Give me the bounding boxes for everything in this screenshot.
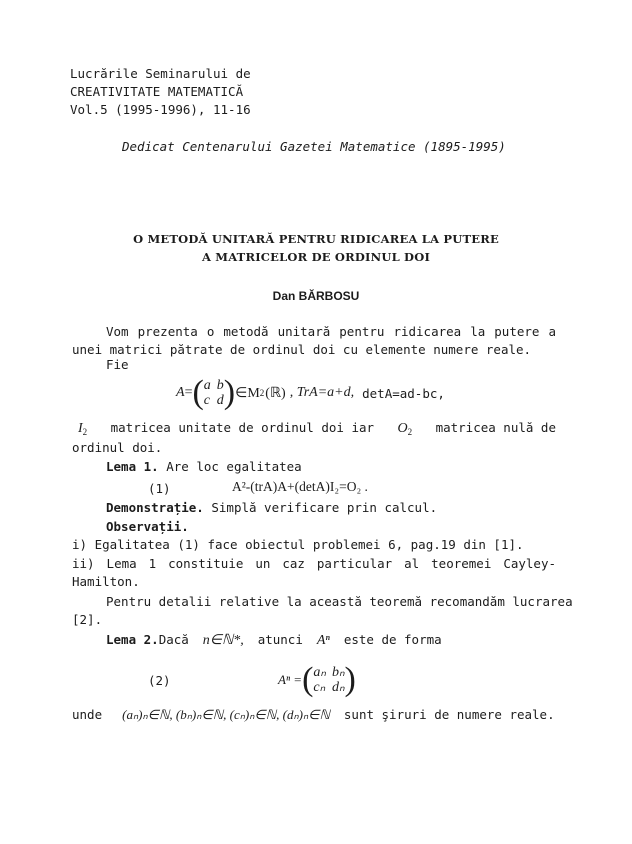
right-paren: ) xyxy=(223,374,236,411)
eq2-lhs: Aⁿ = xyxy=(278,672,303,687)
matrix-cell: c xyxy=(203,393,211,408)
paragraph-intro-line1: Vom prezenta o metodă unitară pentru ridicarea la putere a xyxy=(106,324,556,339)
zero-symbol: O xyxy=(397,421,408,436)
lema2 xyxy=(106,632,442,649)
observations-label: Observații. xyxy=(106,519,189,534)
right-paren: ) xyxy=(344,661,356,698)
fie-label: Fie xyxy=(106,357,129,372)
equation-2 xyxy=(278,662,356,698)
lema1-text: Are loc egalitatea xyxy=(158,459,302,474)
matrix-cell: a xyxy=(203,378,211,393)
left-paren: ( xyxy=(192,374,204,411)
paper-title-line1: O METODĂ UNITARĂ PENTRU RIDICAREA LA PUTERE xyxy=(133,232,499,246)
observation-i: i) Egalitatea (1) face obiectul problemei 6, pag.19 din [1]. xyxy=(72,537,524,552)
observation-ii-line2: Hamilton. xyxy=(72,574,140,589)
identity-symbol: I xyxy=(78,421,83,436)
eq1-number: (1) xyxy=(148,481,171,496)
matrix-cell: d xyxy=(216,393,224,408)
demo-label: Demonstrație. xyxy=(106,500,204,515)
zero-sub: 2 xyxy=(407,427,413,437)
lema2-n: n∈ℕ*, xyxy=(202,633,244,648)
identity-text: matricea unitate de ordinul doi iar xyxy=(110,420,375,435)
journal-volume: Vol.5 (1995-1996), 11-16 xyxy=(70,102,251,117)
matrix-cell: bₙ xyxy=(331,665,345,680)
author: Dan BĂRBOSU xyxy=(272,289,360,303)
lema2-text-c: este de forma xyxy=(343,632,442,647)
left-paren: ( xyxy=(302,661,314,698)
detail-line1: Pentru detalii relative la această teoremă recomandăm lucrarea xyxy=(106,594,573,609)
det-def: detA=ad-bc, xyxy=(362,385,445,401)
sequences-math: (aₙ)ₙ∈ℕ, (bₙ)ₙ∈ℕ, (cₙ)ₙ∈ℕ, (dₙ)ₙ∈ℕ xyxy=(122,707,330,722)
membership: ∈M xyxy=(235,385,260,401)
journal-subtitle: CREATIVITATE MATEMATICĂ xyxy=(70,84,244,99)
dedication: Dedicat Centenarului Gazetei Matematice (1895-1995) xyxy=(122,139,506,154)
trace-def: , TrA=a+d, xyxy=(289,385,355,400)
lema2-text-a: Dacă xyxy=(158,632,189,647)
real-set: (ℝ) xyxy=(265,385,286,401)
sequences-text: sunt şiruri de numere reale. xyxy=(343,707,555,722)
observation-ii-line1: ii) Lema 1 constituie un caz particular al teoremei Cayley- xyxy=(72,556,556,571)
demo-text: Simplă verificare prin calcul. xyxy=(203,500,438,515)
eq-lhs: A xyxy=(176,385,185,400)
unde-label: unde xyxy=(72,707,103,722)
ordin-line: ordinul doi. xyxy=(72,440,163,455)
matrix-an xyxy=(302,661,356,698)
lema1-label: Lema 1. xyxy=(106,459,159,474)
matrix-cell: aₙ xyxy=(313,665,326,680)
matrix-cell: dₙ xyxy=(331,680,345,695)
membership-sub: 2 xyxy=(259,388,265,398)
lema1 xyxy=(106,459,302,474)
matrix-cell: cₙ xyxy=(313,680,326,695)
lema2-An: Aⁿ xyxy=(316,633,330,648)
identity-sub: 2 xyxy=(82,427,88,437)
lema2-label: Lema 2. xyxy=(106,632,159,647)
eq1-formula: A²-(trA)A+(detA)I₂=O₂ . xyxy=(232,479,368,494)
matrix-cell: b xyxy=(216,378,224,393)
paragraph-intro-line2: unei matrici pătrate de ordinul doi cu elemente numere reale. xyxy=(72,342,532,357)
journal-name: Lucrările Seminarului de xyxy=(70,66,251,81)
paper-title-line2: A MATRICELOR DE ORDINUL DOI xyxy=(201,250,431,264)
eq-equals: = xyxy=(184,385,193,400)
detail-line2: [2]. xyxy=(72,612,103,627)
demonstration xyxy=(106,500,437,515)
identity-zero-line xyxy=(78,420,556,437)
zero-text: matricea nulă de xyxy=(435,420,556,435)
matrix-a xyxy=(192,374,236,411)
eq2-number: (2) xyxy=(148,673,171,688)
lema2-text-b: atunci xyxy=(257,632,303,647)
equation-matrix-a xyxy=(176,376,445,410)
sequences-line xyxy=(72,707,555,723)
